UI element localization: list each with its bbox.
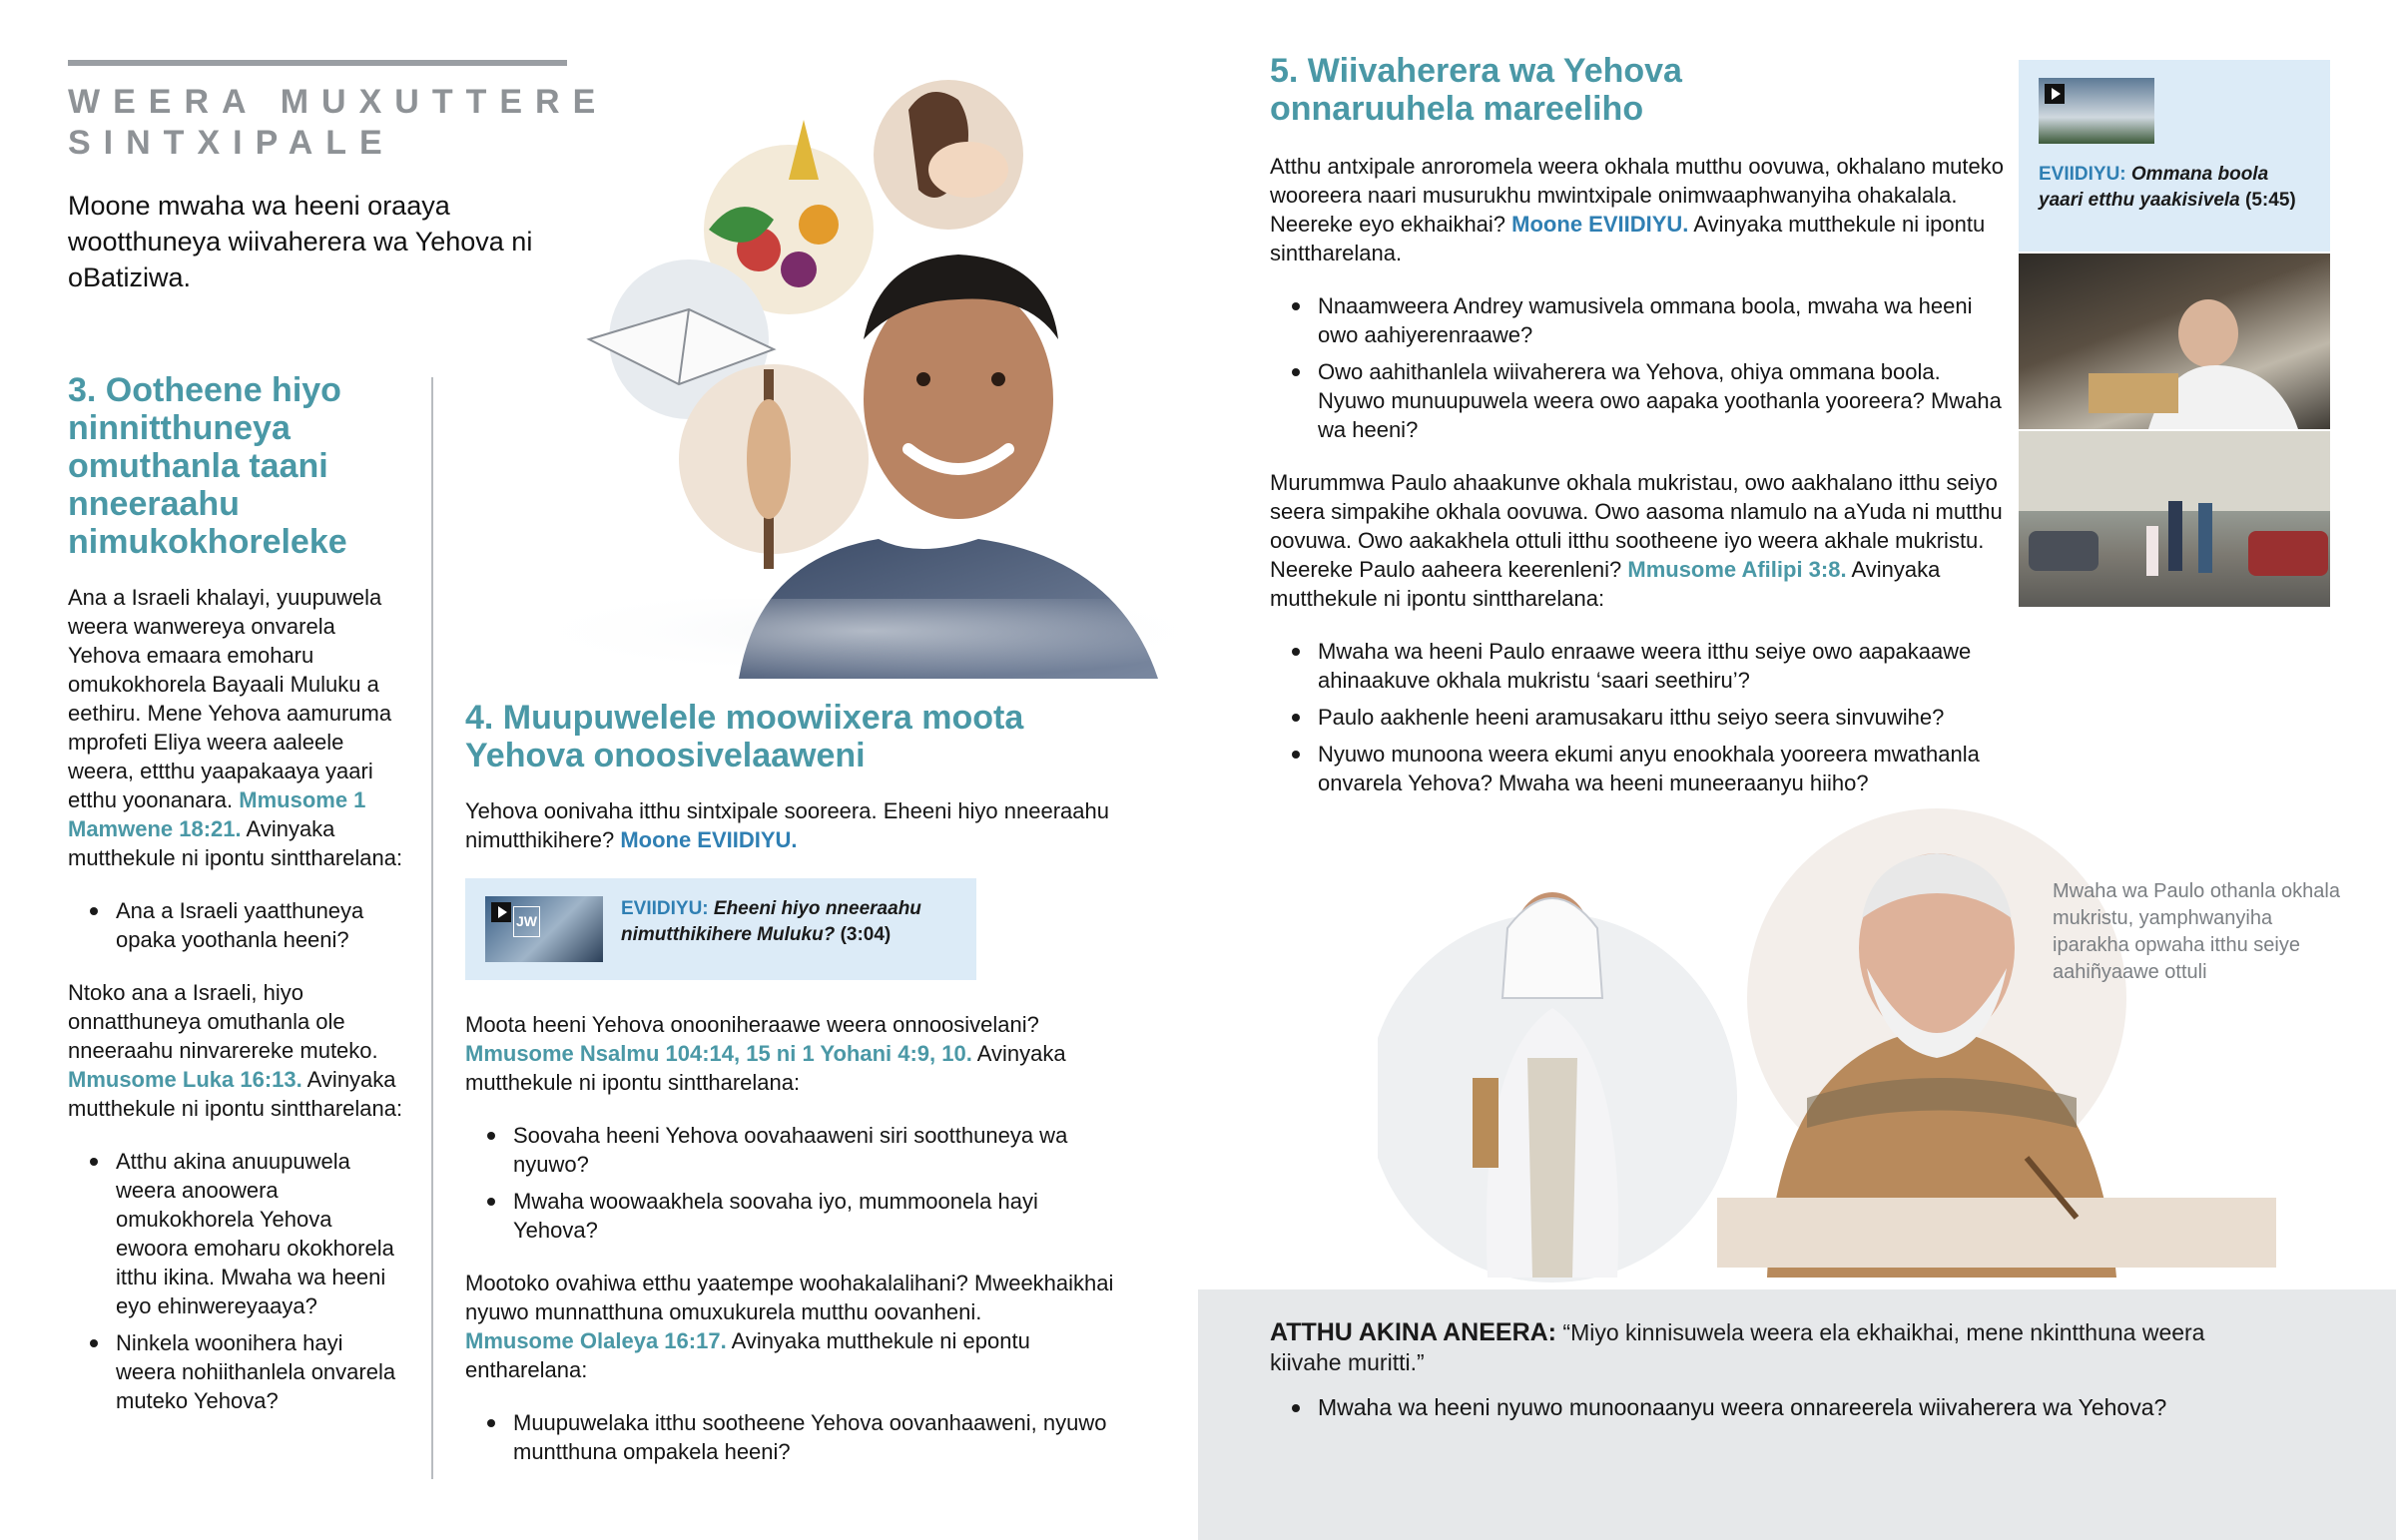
play-icon	[491, 902, 511, 922]
section-4-questions-1	[465, 1121, 1124, 1245]
s5-p2-after: Avinyaka mutthekule ni ipontu sinttharelana:	[1270, 557, 1941, 611]
section-5-paragraph-1	[1270, 152, 2009, 267]
video-title: Eheeni hiyo nneeraahu nimutthikihere Muluku?	[621, 898, 921, 945]
scripture-link-luke-16-13[interactable]: Mmusome Luka 16:13.	[68, 1067, 302, 1092]
thankful-man-illustration	[559, 40, 1178, 679]
question-item: Mwaha wa heeni nyuwo munoonaanyu weera onnareerela wiivaherera wa Yehova?	[1318, 1393, 2208, 1422]
s5-p1-text: Atthu antxipale anroromela weera okhala mutthu oovuwa, okhalano muteko wooreera naari musurukhu mwintxipale onimwaaphwanyiha ohakalala. Neereke eyo ekhaikhai?	[1270, 154, 2005, 237]
section-3-questions-1	[68, 896, 407, 954]
question-item: Muupuwelaka itthu sootheene Yehova oovanhaaweni, nyuwo muntthuna ompakela heeni?	[513, 1408, 1124, 1466]
s4-p3-after: Avinyaka mutthekule ni epontu entharelana:	[465, 1328, 1030, 1382]
section-4-title: 4. Muupuwelele moowiixera moota Yehova onoosivelaaweni	[465, 699, 1024, 774]
others-say-lead	[1270, 1317, 2208, 1377]
section-kicker: WEERA MUXUTTERE SINTXIPALE	[68, 83, 609, 162]
jw-logo: JW	[513, 906, 540, 937]
scripture-link-psalm-104[interactable]: Mmusome Nsalmu 104:14, 15 ni 1 Yohani 4:9, 10.	[465, 1041, 972, 1066]
s4-p2-text: Moota heeni Yehova onooniheraawe weera onnoosivelani?	[465, 1012, 1039, 1037]
video-caption	[2039, 162, 2310, 214]
video-label: EVIIDIYU:	[2039, 164, 2126, 185]
video-duration: (5:45)	[2245, 190, 2296, 211]
s3-p1-after: Avinyaka mutthekule ni ipontu sinttharelana:	[68, 816, 403, 870]
section-3-questions-2	[68, 1147, 407, 1415]
question-item: Atthu akina anuupuwela weera anoowera omukokhorela Yehova ewoora emoharu okokhorela itthu ikina. Mwaha wa heeni eyo ehinwereyaaya?	[116, 1147, 407, 1320]
s3-p2-text: Ntoko ana a Israeli, hiyo onnatthuneya omuthanla ole nneeraahu ninvarereke muteko.	[68, 980, 378, 1063]
s4-p3-text: Mootoko ovahiwa etthu yaatempe woohakalalihani? Mweekhaikhai nyuwo munnatthuna omuxukurela mutthu oovanheni.	[465, 1271, 1114, 1324]
section-5-paragraph-2	[1270, 468, 2009, 613]
column-divider	[431, 377, 433, 1479]
question-item: Nnaamweera Andrey wamusivela ommana boola, mwaha wa heeni owo aahiyerenraawe?	[1318, 291, 2009, 349]
section-3-title: 3. Ootheene hiyo ninnitthuneya omuthanla taani nneeraahu nimukokhoreleke	[68, 371, 347, 561]
section-4-paragraph-1	[465, 796, 1124, 854]
section-4-paragraph-2	[465, 1010, 1124, 1097]
question-item: Paulo aakhenle heeni aramusakaru itthu seiyo seera sinvuwihe?	[1318, 703, 2009, 732]
video-thumbnail[interactable]	[2039, 78, 2154, 144]
s4-p1-text: Yehova oonivaha itthu sintxipale sooreera. Eheeni hiyo nneeraahu nimutthikihere?	[465, 798, 1109, 852]
s5-p2-text: Murummwa Paulo ahaakunve okhala mukristau, owo aakhalano itthu seiyo seera simpakihe okhala oovuwa. Owo aasoma nlamulo na aYuda ni mutthu oovuwa. Owo aakakhela ottuli itthu sootheene iyo weera akhale mukristu. Neereke Paulo aaheera keerenleni?	[1270, 470, 2003, 582]
video-duration: (3:04)	[840, 924, 892, 945]
street-scene-photo	[2019, 431, 2330, 607]
section-5-questions-1	[1270, 291, 2009, 444]
video-panel	[2019, 60, 2330, 603]
illustration-caption: Mwaha wa Paulo othanla okhala mukristu, yamphwanyiha iparakha opwaha itthu seiye aahiñyaawe ottuli	[2053, 880, 2340, 983]
watch-video-link[interactable]: Moone EVIIDIYU.	[620, 827, 798, 852]
paul-writing-illustration	[1378, 798, 2276, 1297]
question-item: Soovaha heeni Yehova oovahaaweni siri sootthuneya wa nyuwo?	[513, 1121, 1124, 1179]
others-say-quote: “Miyo kinnisuwela weera ela ekhaikhai, mene nkintthuna weera kiivahe muritti.”	[1270, 1319, 2205, 1375]
video-label: EVIIDIYU:	[621, 898, 709, 919]
video-card[interactable]	[2019, 60, 2330, 252]
scripture-link-philippians-3-8[interactable]: Mmusome Afilipi 3:8.	[1627, 557, 1847, 582]
video-card[interactable]	[465, 878, 976, 980]
others-say-panel	[1198, 1289, 2396, 1540]
question-item: Mwaha woowaakhela soovaha iyo, mummoonela hayi Yehova?	[513, 1187, 1124, 1245]
section-4	[465, 699, 1124, 1490]
watch-video-link[interactable]: Moone EVIIDIYU.	[1511, 212, 1689, 237]
video-title: Ommana boola yaari etthu yaakisivela	[2039, 164, 2269, 211]
s3-p2-after: Avinyaka mutthekule ni ipontu sinttharelana:	[68, 1067, 403, 1121]
s4-p2-after: Avinyaka mutthekule ni ipontu sinttharelana:	[465, 1041, 1066, 1095]
question-item: Nyuwo munoona weera ekumi anyu enookhala yooreera mwathanla onvarela Yehova? Mwaha wa heeni muneeraanyu hiiho?	[1318, 740, 2009, 797]
section-3-paragraph-1	[68, 583, 407, 872]
s3-p1-text: Ana a Israeli khalayi, yuupuwela weera wanwereya onvarela Yehova emaara emoharu omukokhorela Bayaali Muluku a eethiru. Mene Yehova aamuruma mprofeti Eliya weera aaleele weera, ettthu yaapakaaya yaari etthu yoonanara.	[68, 585, 392, 812]
lesson-intro: Moone mwaha wa heeni oraaya wootthuneya wiivaherera wa Yehova ni oBatiziwa.	[68, 191, 533, 292]
section-top-rule	[68, 60, 567, 66]
section-4-questions-2	[465, 1408, 1124, 1466]
question-item: Owo aahithanlela wiivaherera wa Yehova, ohiya ommana boola. Nyuwo munuupuwela weera owo aapaka yoothanla yooreera? Mwaha wa heeni?	[1318, 357, 2009, 444]
section-4-paragraph-3	[465, 1269, 1124, 1384]
s5-p1-after: Avinyaka mutthekule ni ipontu sinttharelana.	[1270, 212, 1986, 265]
question-item: Ninkela woonihera hayi weera nohiithanlela onvarela muteko Yehova?	[116, 1328, 407, 1415]
video-thumbnail[interactable]	[485, 896, 603, 962]
question-item: Ana a Israeli yaatthuneya opaka yoothanla heeni?	[116, 896, 407, 954]
man-at-laptop-photo	[2019, 254, 2330, 429]
others-say-questions	[1270, 1393, 2208, 1422]
section-3	[68, 371, 407, 1439]
section-5	[1270, 52, 2009, 821]
play-icon	[2045, 84, 2065, 104]
video-caption	[621, 896, 956, 948]
question-item: Mwaha wa heeni Paulo enraawe weera itthu seiye owo aapakaawe ahinaakuve okhala mukristu ‘saari seethiru’?	[1318, 637, 2009, 695]
section-3-paragraph-2	[68, 978, 407, 1123]
section-5-title: 5. Wiivaherera wa Yehova onnaruuhela mareeliho	[1270, 52, 1682, 128]
others-say-label: ATTHU AKINA ANEERA:	[1270, 1318, 1557, 1346]
section-5-questions-2	[1270, 637, 2009, 797]
scripture-link-1-kings-18-21[interactable]: Mmusome 1 Mamwene 18:21.	[68, 787, 366, 841]
scripture-link-revelation-16-17[interactable]: Mmusome Olaleya 16:17.	[465, 1328, 727, 1353]
